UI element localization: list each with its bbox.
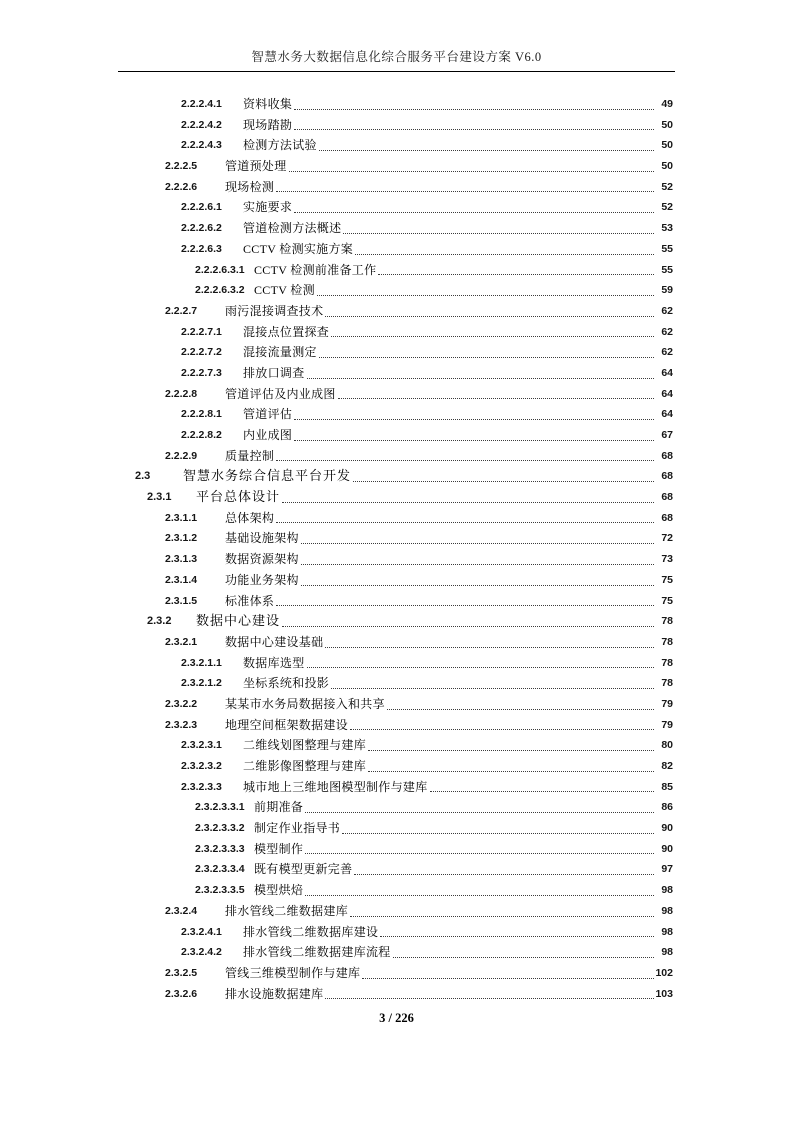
dot-leader xyxy=(351,466,655,487)
toc-entry-number: 2.3.2.3.3.3 xyxy=(195,842,245,855)
dot-leader xyxy=(329,322,655,343)
toc-entry-number: 2.2.2.7 xyxy=(165,304,198,317)
toc-entry-title: 资料收集 xyxy=(243,97,293,111)
toc-entry-number: 2.3.2.1.1 xyxy=(181,656,222,669)
toc-entry-page: 98 xyxy=(661,904,673,917)
toc-entry-title: 模型制作 xyxy=(254,841,304,856)
toc-entry-number: 2.2.2.9 xyxy=(165,449,198,462)
dot-leader xyxy=(348,901,655,922)
toc-entry-page: 98 xyxy=(661,925,673,938)
dot-leader xyxy=(391,942,655,963)
toc-entry-page: 68 xyxy=(661,491,673,504)
table-of-contents xyxy=(120,94,673,1004)
toc-entry-title: CCTV 检测前准备工作 xyxy=(254,262,377,277)
dot-leader xyxy=(287,156,655,177)
toc-entry-number: 2.2.2.6.3.1 xyxy=(195,263,245,276)
toc-entry[interactable] xyxy=(120,342,673,363)
dot-leader xyxy=(366,756,655,777)
toc-entry-number: 2.3.2.4.2 xyxy=(181,946,222,959)
toc-entry-page: 79 xyxy=(661,697,673,710)
toc-entry-number: 2.3.1 xyxy=(147,491,172,504)
toc-entry-title: 管道检测方法概述 xyxy=(243,221,342,236)
toc-entry[interactable] xyxy=(120,322,673,343)
dot-leader xyxy=(299,528,655,549)
dot-leader xyxy=(348,715,655,736)
toc-entry-title: 混接流量测定 xyxy=(243,345,317,360)
toc-entry-page: 103 xyxy=(655,987,673,1000)
dot-leader xyxy=(303,839,655,860)
toc-entry[interactable] xyxy=(120,94,673,115)
toc-entry[interactable] xyxy=(120,218,673,239)
toc-entry-page: 82 xyxy=(661,760,673,772)
dot-leader xyxy=(378,922,655,943)
dot-leader xyxy=(274,591,655,612)
toc-entry-number: 2.3.1.5 xyxy=(165,594,198,607)
dot-leader xyxy=(323,984,655,1005)
toc-entry-number: 2.2.2.8.2 xyxy=(181,429,222,441)
dot-leader xyxy=(280,487,655,508)
toc-entry-title: 排水管线二维数据库建设 xyxy=(243,924,379,939)
toc-entry-title: 现场检测 xyxy=(225,179,275,194)
dot-leader xyxy=(303,797,655,818)
toc-entry-number: 2.2.2.6.2 xyxy=(181,222,222,235)
dot-leader xyxy=(274,446,655,467)
toc-entry-number: 2.3.1.3 xyxy=(165,553,198,566)
toc-entry[interactable] xyxy=(120,694,673,715)
dot-leader xyxy=(292,94,655,115)
toc-entry-number: 2.3.2.1 xyxy=(165,635,198,648)
toc-entry-page: 59 xyxy=(661,284,673,297)
toc-entry[interactable] xyxy=(120,384,673,405)
toc-entry[interactable] xyxy=(120,859,673,880)
toc-entry[interactable] xyxy=(120,487,673,508)
toc-entry-title: 数据资源架构 xyxy=(225,552,299,567)
toc-entry[interactable] xyxy=(120,963,673,984)
toc-entry-page: 50 xyxy=(661,118,673,131)
toc-entry-page: 73 xyxy=(661,553,673,566)
toc-entry[interactable] xyxy=(120,632,673,653)
toc-entry-number: 2.2.2.6.1 xyxy=(181,201,222,214)
toc-entry-page: 78 xyxy=(661,656,673,669)
toc-entry-page: 67 xyxy=(661,429,673,441)
toc-entry-page: 78 xyxy=(661,635,673,648)
toc-entry[interactable] xyxy=(120,818,673,839)
toc-entry-page: 50 xyxy=(661,139,673,152)
toc-entry-page: 68 xyxy=(661,511,673,524)
toc-entry-number: 2.2.2.7.2 xyxy=(181,346,222,359)
toc-entry-page: 52 xyxy=(661,180,673,193)
dot-leader xyxy=(299,549,655,570)
toc-entry-number: 2.2.2.5 xyxy=(165,160,198,173)
toc-entry-page: 49 xyxy=(661,98,673,110)
toc-entry-page: 90 xyxy=(661,822,673,835)
toc-entry-page: 98 xyxy=(661,884,673,897)
toc-entry[interactable] xyxy=(120,156,673,177)
toc-entry-number: 2.2.2.4.1 xyxy=(181,98,222,110)
toc-entry-title: 现场踏勘 xyxy=(243,117,293,132)
toc-entry-page: 55 xyxy=(661,263,673,276)
toc-entry-title: 检测方法试验 xyxy=(243,138,317,153)
dot-leader xyxy=(329,673,655,694)
dot-leader xyxy=(280,611,655,632)
dot-leader xyxy=(299,570,655,591)
toc-entry-number: 2.3.2.3.3.2 xyxy=(195,822,245,835)
dot-leader xyxy=(317,135,655,156)
dot-leader xyxy=(376,260,655,281)
dot-leader xyxy=(305,363,655,384)
toc-entry-title: 某某市水务局数据接入和共享 xyxy=(225,696,385,711)
dot-leader xyxy=(353,239,655,260)
toc-entry-title: 功能业务架构 xyxy=(225,572,299,587)
toc-entry-number: 2.3.2.3 xyxy=(165,718,198,731)
toc-entry-page: 53 xyxy=(661,222,673,235)
toc-entry[interactable] xyxy=(120,115,673,136)
toc-entry[interactable] xyxy=(120,756,673,777)
toc-entry[interactable] xyxy=(120,549,673,570)
toc-entry[interactable] xyxy=(120,653,673,674)
toc-entry[interactable] xyxy=(120,715,673,736)
toc-entry-number: 2.3.2.1.2 xyxy=(181,677,222,690)
toc-entry-title: 管道预处理 xyxy=(225,159,287,174)
toc-entry[interactable] xyxy=(120,280,673,301)
dot-leader xyxy=(323,632,655,653)
toc-entry-number: 2.3.1.4 xyxy=(165,573,198,586)
toc-entry-number: 2.3.2.3.1 xyxy=(181,739,222,752)
document-header-title: 智慧水务大数据信息化综合服务平台建设方案 V6.0 xyxy=(251,50,542,64)
toc-entry[interactable] xyxy=(120,260,673,281)
toc-entry-number: 2.2.2.4.3 xyxy=(181,139,222,152)
dot-leader xyxy=(340,818,655,839)
toc-entry-number: 2.3.2.3.2 xyxy=(181,760,222,772)
dot-leader xyxy=(428,777,655,798)
toc-entry-page: 64 xyxy=(661,366,673,379)
dot-leader xyxy=(292,404,655,425)
toc-entry-page: 62 xyxy=(661,346,673,359)
toc-entry-title: 排水设施数据建库 xyxy=(225,986,324,1001)
toc-entry-number: 2.2.2.4.2 xyxy=(181,118,222,131)
toc-entry[interactable] xyxy=(120,570,673,591)
toc-entry-title: 管道评估及内业成图 xyxy=(225,386,336,401)
toc-entry-page: 64 xyxy=(661,408,673,421)
toc-entry-title: 混接点位置探查 xyxy=(243,324,330,339)
toc-entry[interactable] xyxy=(120,508,673,529)
toc-entry-number: 2.3.2.3.3.1 xyxy=(195,801,245,814)
dot-leader xyxy=(336,384,655,405)
toc-entry-title: 质量控制 xyxy=(225,448,275,463)
toc-entry[interactable] xyxy=(120,942,673,963)
toc-entry-page: 98 xyxy=(661,946,673,959)
toc-entry-title: CCTV 检测 xyxy=(254,283,315,298)
toc-entry-number: 2.3 xyxy=(135,470,151,483)
toc-entry-number: 2.2.2.7.3 xyxy=(181,366,222,379)
toc-entry[interactable] xyxy=(120,239,673,260)
toc-entry-number: 2.2.2.6 xyxy=(165,180,198,193)
toc-entry-title: 基础设施架构 xyxy=(225,531,299,546)
toc-entry-title: 智慧水务综合信息平台开发 xyxy=(183,468,352,484)
toc-entry-title: 模型烘焙 xyxy=(254,883,304,898)
dot-leader xyxy=(315,280,655,301)
toc-entry-title: 二维影像图整理与建库 xyxy=(243,759,367,773)
toc-entry-number: 2.3.2.4 xyxy=(165,904,198,917)
toc-entry-number: 2.3.2.3.3.5 xyxy=(195,884,245,897)
toc-entry[interactable] xyxy=(120,301,673,322)
toc-entry[interactable] xyxy=(120,611,673,632)
toc-entry-number: 2.3.2.2 xyxy=(165,697,198,710)
toc-entry-page: 79 xyxy=(661,718,673,731)
toc-entry[interactable] xyxy=(120,177,673,198)
toc-entry-number: 2.3.2.4.1 xyxy=(181,925,222,938)
toc-entry-title: 地理空间框架数据建设 xyxy=(225,717,349,732)
toc-entry-title: 二维线划图整理与建库 xyxy=(243,738,367,753)
toc-entry-number: 2.3.1.1 xyxy=(165,511,198,524)
toc-entry-page: 75 xyxy=(661,594,673,607)
dot-leader xyxy=(385,694,655,715)
toc-entry[interactable] xyxy=(120,922,673,943)
toc-entry[interactable] xyxy=(120,135,673,156)
toc-entry-title: 管线三维模型制作与建库 xyxy=(225,965,361,980)
toc-entry-number: 2.3.1.2 xyxy=(165,532,198,545)
toc-entry[interactable] xyxy=(120,735,673,756)
toc-entry-title: 总体架构 xyxy=(225,510,275,525)
toc-entry-title: 排水管线二维数据建库流程 xyxy=(243,945,391,960)
toc-entry[interactable] xyxy=(120,591,673,612)
toc-entry[interactable] xyxy=(120,880,673,901)
toc-entry-page: 72 xyxy=(661,532,673,545)
toc-entry-page: 62 xyxy=(661,304,673,317)
toc-entry[interactable] xyxy=(120,901,673,922)
toc-entry-number: 2.2.2.8 xyxy=(165,387,198,400)
dot-leader xyxy=(274,177,655,198)
toc-entry-page: 55 xyxy=(661,242,673,255)
dot-leader xyxy=(292,197,655,218)
toc-entry-title: 数据库选型 xyxy=(243,655,305,670)
dot-leader xyxy=(352,859,655,880)
toc-entry[interactable] xyxy=(120,363,673,384)
toc-entry-page: 78 xyxy=(661,615,673,628)
toc-entry-page: 64 xyxy=(661,387,673,400)
footer-page-number: 3 / 226 xyxy=(379,1011,414,1025)
toc-entry[interactable] xyxy=(120,446,673,467)
toc-entry-title: 标准体系 xyxy=(225,593,275,608)
toc-entry[interactable] xyxy=(120,839,673,860)
toc-entry-page: 68 xyxy=(661,449,673,462)
dot-leader xyxy=(292,425,655,446)
toc-entry-page: 75 xyxy=(661,573,673,586)
document-header xyxy=(118,0,675,72)
toc-entry-title: 管道评估 xyxy=(243,407,293,422)
toc-entry-page: 90 xyxy=(661,842,673,855)
toc-entry-title: 内业成图 xyxy=(243,428,293,442)
dot-leader xyxy=(360,963,655,984)
dot-leader xyxy=(305,653,655,674)
dot-leader xyxy=(292,115,655,136)
toc-entry[interactable] xyxy=(120,425,673,446)
toc-entry[interactable] xyxy=(120,797,673,818)
toc-entry-number: 2.2.2.6.3 xyxy=(181,242,222,255)
toc-entry-number: 2.3.2.3.3.4 xyxy=(195,863,245,876)
toc-entry[interactable] xyxy=(120,466,673,487)
toc-entry-page: 97 xyxy=(661,863,673,876)
toc-entry-page: 52 xyxy=(661,201,673,214)
toc-entry-title: 平台总体设计 xyxy=(196,489,281,505)
toc-entry[interactable] xyxy=(120,777,673,798)
toc-entry-page: 62 xyxy=(661,325,673,338)
toc-entry-page: 102 xyxy=(655,966,673,979)
toc-entry[interactable] xyxy=(120,984,673,1005)
toc-entry-number: 2.3.2 xyxy=(147,615,172,628)
toc-entry-title: 数据中心建设基础 xyxy=(225,634,324,649)
dot-leader xyxy=(274,508,655,529)
toc-entry-title: 实施要求 xyxy=(243,200,293,215)
toc-entry-number: 2.3.2.6 xyxy=(165,987,198,1000)
dot-leader xyxy=(303,880,655,901)
toc-entry-page: 68 xyxy=(661,470,673,483)
toc-entry-title: 制定作业指导书 xyxy=(254,821,341,836)
toc-entry-title: 既有模型更新完善 xyxy=(254,862,353,877)
toc-entry-title: 城市地上三维地图模型制作与建库 xyxy=(243,779,428,794)
toc-entry-title: 雨污混接调查技术 xyxy=(225,303,324,318)
dot-leader xyxy=(341,218,655,239)
toc-entry-number: 2.2.2.7.1 xyxy=(181,325,222,338)
toc-entry-number: 2.2.2.8.1 xyxy=(181,408,222,421)
toc-entry-title: CCTV 检测实施方案 xyxy=(243,241,354,256)
header-divider xyxy=(118,71,675,72)
toc-entry-title: 前期准备 xyxy=(254,800,304,815)
dot-leader xyxy=(323,301,655,322)
toc-entry-page: 50 xyxy=(661,160,673,173)
toc-entry-number: 2.3.2.3.3 xyxy=(181,780,222,793)
toc-entry[interactable] xyxy=(120,528,673,549)
dot-leader xyxy=(317,342,655,363)
toc-entry-page: 80 xyxy=(661,739,673,752)
toc-entry[interactable] xyxy=(120,673,673,694)
toc-entry-number: 2.2.2.6.3.2 xyxy=(195,284,245,297)
toc-entry-title: 坐标系统和投影 xyxy=(243,676,330,691)
toc-entry[interactable] xyxy=(120,404,673,425)
toc-entry-page: 85 xyxy=(661,780,673,793)
toc-entry[interactable] xyxy=(120,197,673,218)
toc-entry-title: 排水管线二维数据建库 xyxy=(225,903,349,918)
dot-leader xyxy=(366,735,655,756)
toc-entry-number: 2.3.2.5 xyxy=(165,966,198,979)
toc-entry-title: 排放口调查 xyxy=(243,365,305,380)
toc-entry-title: 数据中心建设 xyxy=(196,613,281,629)
toc-entry-page: 86 xyxy=(661,801,673,814)
toc-entry-page: 78 xyxy=(661,677,673,690)
